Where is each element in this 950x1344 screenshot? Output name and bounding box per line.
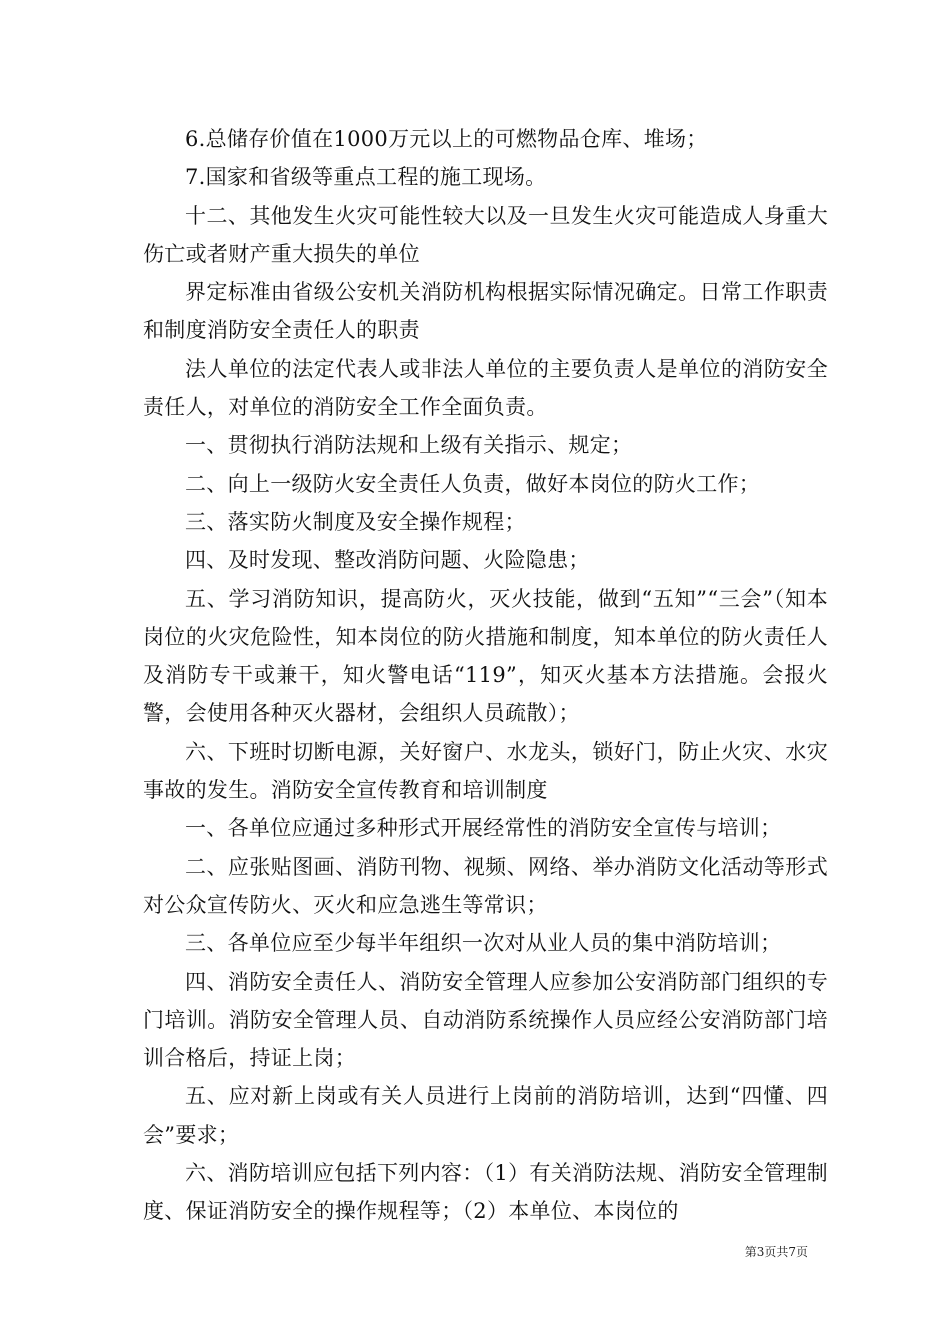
page-number: 第3页共7页 bbox=[744, 1245, 808, 1259]
paragraph: 一、贯彻执行消防法规和上级有关指示、规定； bbox=[185, 433, 633, 458]
paragraph: 二、应张贴图画、消防刊物、视频、网络、举办消防文化活动等形式对公众宣传防火、灭火和应急逃生等常识； bbox=[143, 854, 828, 917]
paragraph: 四、及时发现、整改消防问题、火险隐患； bbox=[185, 548, 590, 573]
paragraph: 界定标准由省级公安机关消防机构根据实际情况确定。日常工作职责和制度消防安全责任人的职责 bbox=[143, 280, 828, 343]
paragraph: 6.总储存价值在1000万元以上的可燃物品仓库、堆场； bbox=[185, 127, 708, 151]
paragraph: 五、应对新上岗或有关人员进行上岗前的消防培训，达到“四懂、四会”要求； bbox=[143, 1084, 828, 1147]
paragraph: 三、落实防火制度及安全操作规程； bbox=[185, 509, 526, 534]
paragraph: 7.国家和省级等重点工程的施工现场。 bbox=[185, 165, 547, 190]
paragraph: 三、各单位应至少每半年组织一次对从业人员的集中消防培训； bbox=[185, 931, 782, 956]
paragraph: 六、消防培训应包括下列内容：（1）有关消防法规、消防安全管理制度、保证消防安全的操作规程等；（2）本单位、本岗位的 bbox=[143, 1161, 828, 1224]
paragraph: 一、各单位应通过多种形式开展经常性的消防安全宣传与培训； bbox=[185, 816, 782, 841]
document-body bbox=[143, 120, 828, 1231]
paragraph: 法人单位的法定代表人或非法人单位的主要负责人是单位的消防安全责任人，对单位的消防安全工作全面负责。 bbox=[143, 356, 828, 420]
paragraph: 四、消防安全责任人、消防安全管理人应参加公安消防部门组织的专门培训。消防安全管理人员、自动消防系统操作人员应经公安消防部门培训合格后，持证上岗； bbox=[143, 969, 828, 1071]
paragraph: 二、向上一级防火安全责任人负责，做好本岗位的防火工作； bbox=[185, 471, 761, 496]
paragraph: 六、下班时切断电源，关好窗户、水龙头，锁好门，防止火灾、水灾事故的发生。消防安全宣传教育和培训制度 bbox=[143, 739, 828, 803]
paragraph: 十二、其他发生火灾可能性较大以及一旦发生火灾可能造成人身重大伤亡或者财产重大损失的单位 bbox=[143, 203, 828, 266]
paragraph: 五、学习消防知识，提高防火，灭火技能，做到“五知”“三会”（知本岗位的火灾危险性，知本岗位的防火措施和制度，知本单位的防火责任人及消防专干或兼干，知火警电话“119”，知灭火基本方法措施。会报火警，会使用各种灭火器材，会组织人员疏散）； bbox=[143, 586, 828, 726]
